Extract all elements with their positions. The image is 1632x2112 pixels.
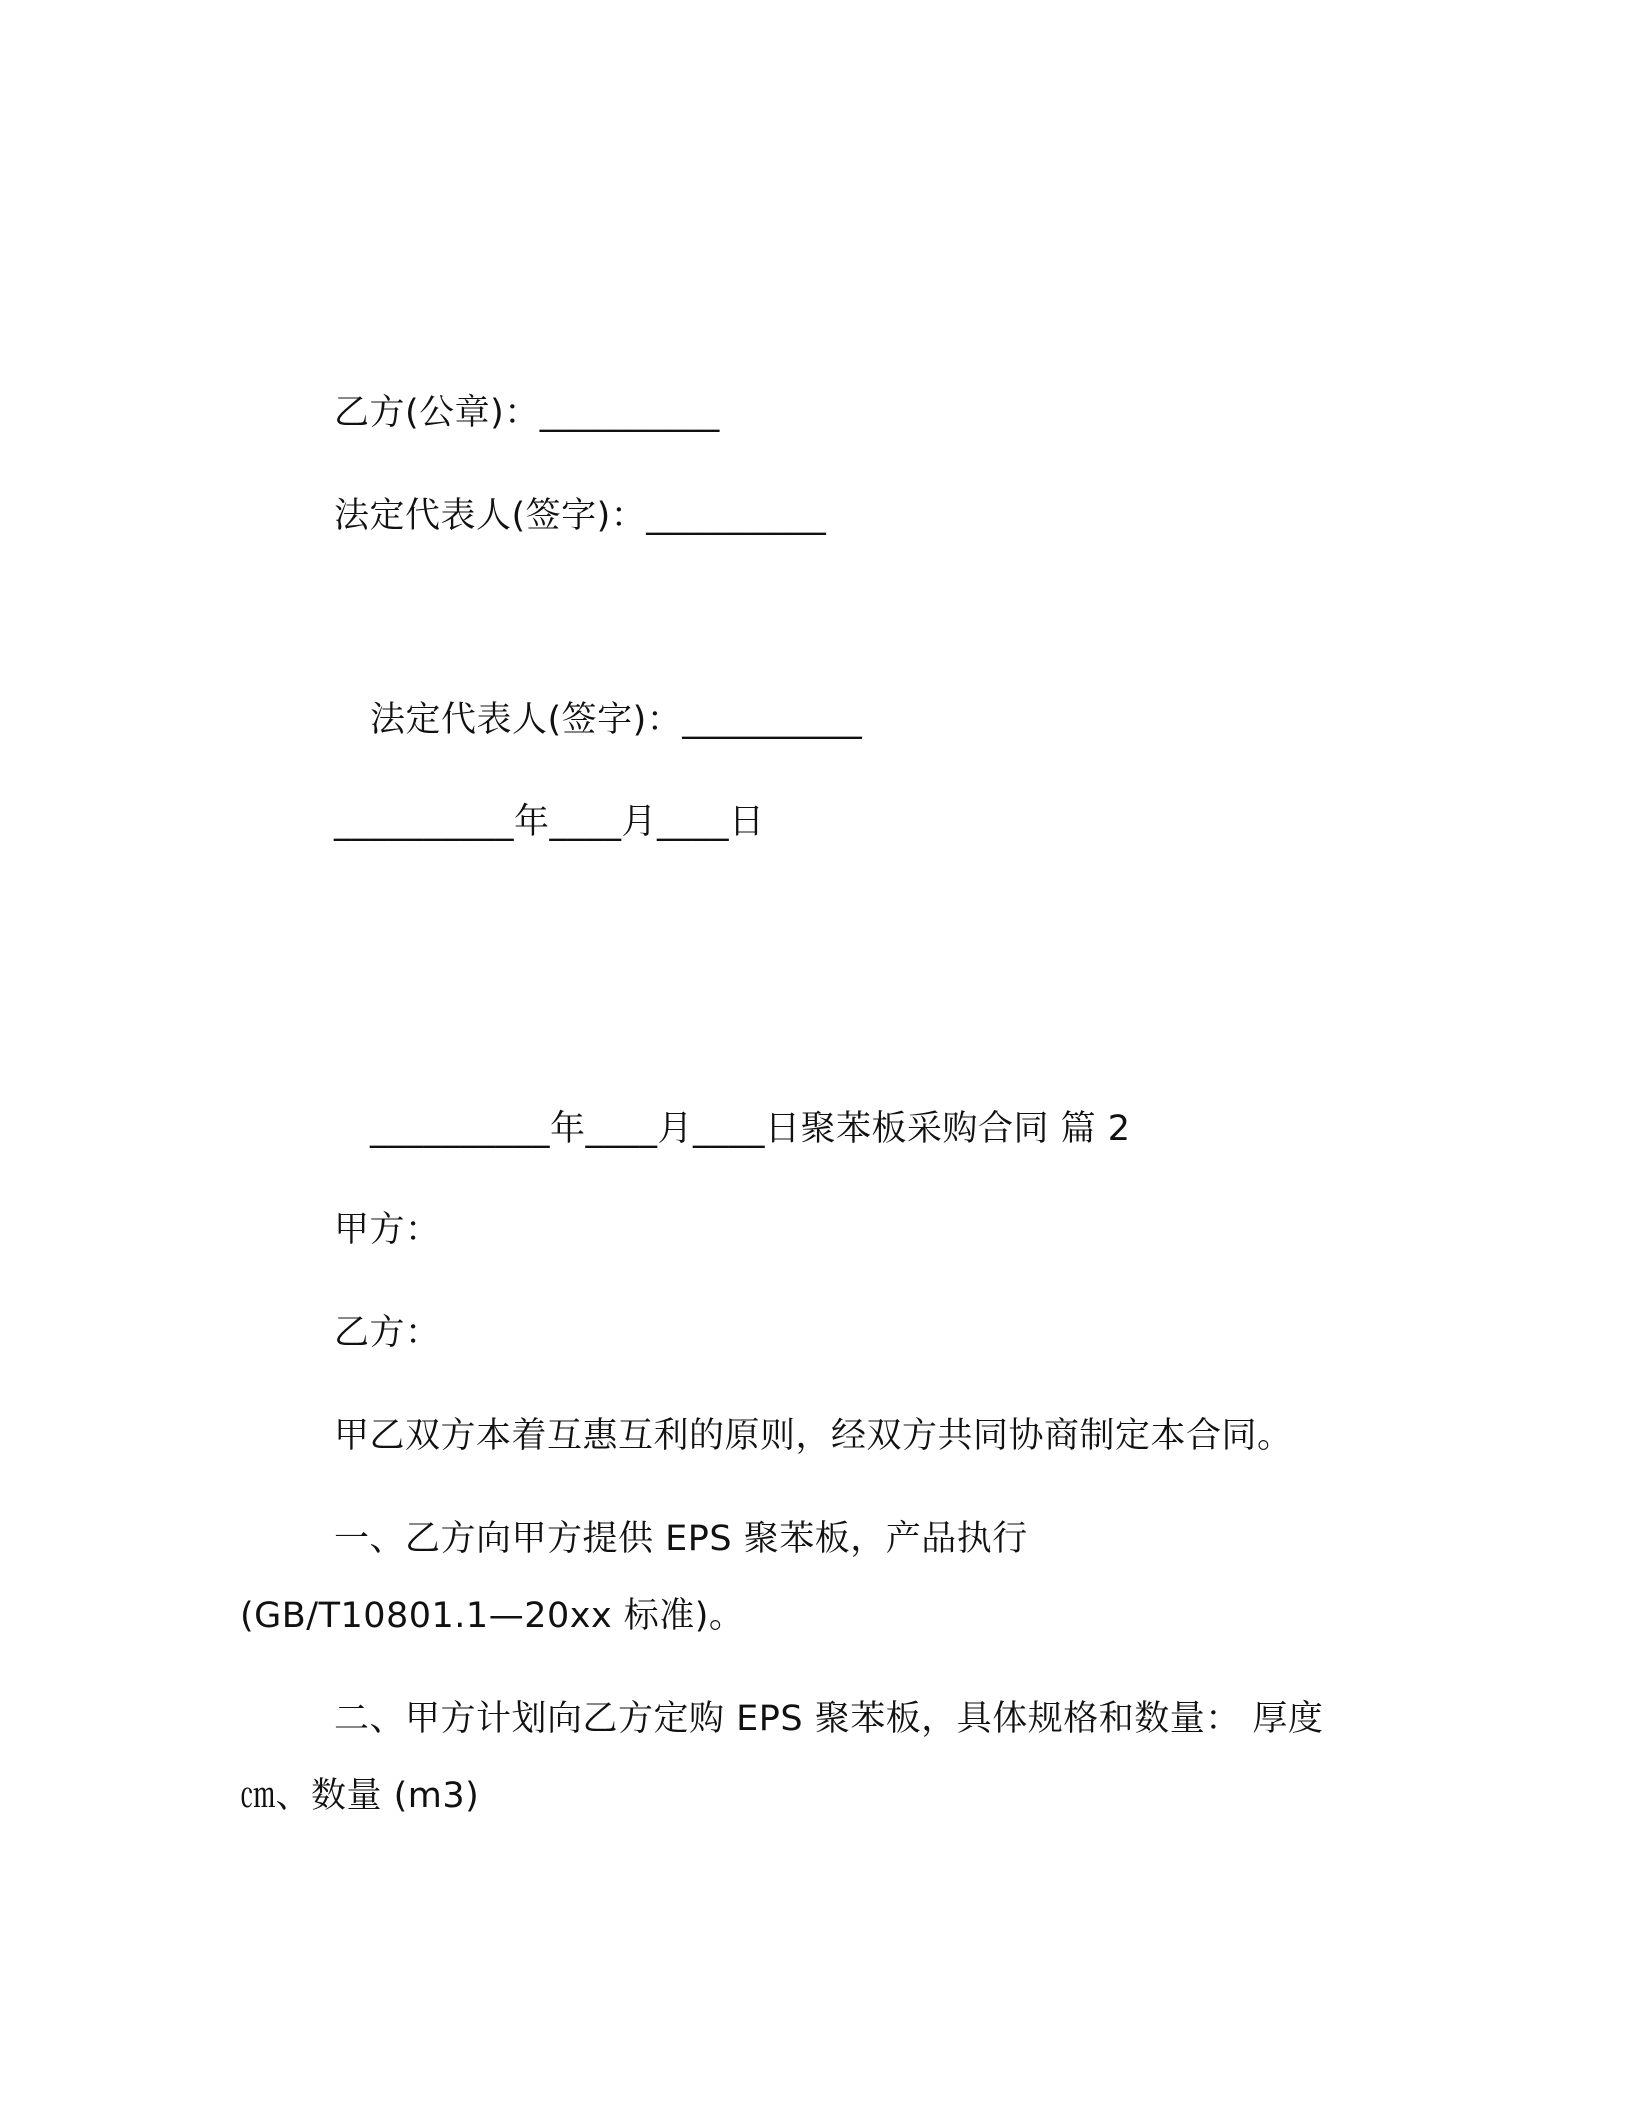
clause-2-line-1: 二、甲方计划向乙方定购 EPS 聚苯板，具体规格和数量： 厚度: [334, 1699, 1324, 1739]
legal-rep-signature-line-2: 法定代表人(签字)：__________: [370, 700, 863, 740]
clause-1-line-2: (GB/T10801.1—20xx 标准)。: [240, 1596, 745, 1636]
party-b-seal-line: 乙方(公章)：__________: [334, 393, 720, 433]
party-b-line: 乙方：: [334, 1313, 441, 1353]
party-a-line: 甲方：: [334, 1210, 441, 1250]
contract-title: __________年____月____日聚苯板采购合同 篇 2: [370, 1109, 1131, 1149]
legal-rep-signature-line: 法定代表人(签字)：__________: [334, 496, 827, 536]
clause-2-line-2: ㎝、数量 (m3): [240, 1776, 480, 1816]
preamble-paragraph: 甲乙双方本着互惠互利的原则，经双方共同协商制定本合同。: [334, 1416, 1293, 1456]
date-line: __________年____月____日: [334, 802, 765, 842]
clause-1-line-1: 一、乙方向甲方提供 EPS 聚苯板，产品执行: [334, 1519, 1028, 1559]
